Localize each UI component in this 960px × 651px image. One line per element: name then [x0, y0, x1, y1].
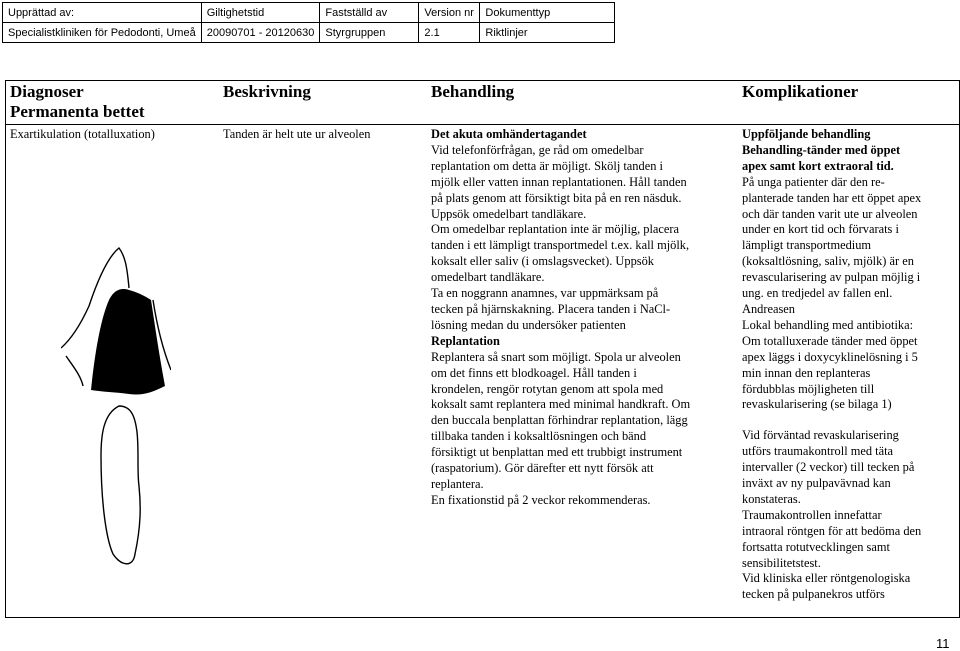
complications-line: revascularisering av pulpan möjlig i: [742, 270, 921, 285]
complications-line: revaskularisering (se bilaga 1): [742, 397, 892, 412]
treatment-line: koksalt samt replantera med minimal handkraft. Om: [431, 397, 691, 412]
complications-header: Komplikationer: [742, 82, 859, 101]
complications-line: (koksaltlösning, saliv, mjölk) är en: [742, 254, 914, 269]
complications-line: och där tanden varit ute ur alveolen: [742, 206, 918, 221]
approved-by-label: Fastställd av: [320, 3, 419, 23]
complications-line: planterade tanden har ett öppet apex: [742, 190, 922, 205]
description-column: [223, 82, 370, 143]
treatment-line: mjölk eller vatten innan replantationen. Håll tanden: [431, 174, 687, 189]
treatment-column: [431, 82, 741, 509]
follow-up-heading: Uppföljande behandling: [742, 127, 871, 141]
created-by-value: Specialistkliniken för Pedodonti, Umeå: [3, 23, 202, 43]
complications-line: Traumakontrollen innefattar: [742, 507, 882, 522]
version-value: 2.1: [419, 23, 480, 43]
complications-line: inväxt av ny pulpavävnad kan: [742, 476, 891, 491]
gingiva-outline: [66, 356, 83, 386]
complications-line: sensibilitetstest.: [742, 555, 821, 570]
complications-line: apex läggs i doxycyklinelösning i 5: [742, 349, 918, 364]
treatment-line: om det finns ett blodkoagel. Håll tanden i: [431, 365, 637, 380]
guideline-table: [5, 80, 960, 618]
diagnoses-header: Diagnoser: [10, 82, 84, 101]
complications-line: min innan den replanteras: [742, 365, 871, 380]
complications-line: konstateras.: [742, 491, 801, 506]
complications-column: [742, 82, 957, 603]
complications-line: tecken på pulpanekros utförs: [742, 587, 885, 602]
treatment-line: Replantera så snart som möjligt. Spola ur alveolen: [431, 349, 681, 364]
validity-value: 20090701 - 20120630: [201, 23, 320, 43]
treatment-line: Vid telefonförfrågan, ge råd om omedelbar: [431, 142, 644, 157]
complications-line: intervaller (2 veckor) till tecken på: [742, 460, 915, 475]
description-text: Tanden är helt ute ur alveolen: [223, 127, 371, 141]
document-header-table: [2, 2, 615, 43]
complications-line: Vid förväntad revaskularisering: [742, 428, 899, 443]
complications-line: utförs traumakontroll med täta: [742, 444, 894, 459]
created-by-label: Upprättad av:: [3, 3, 202, 23]
treatment-line: replantera.: [431, 476, 484, 491]
document-type-value: Riktlinjer: [480, 23, 615, 43]
treatment-line: den buccala benplattan förhindrar replantation, lägg: [431, 413, 688, 428]
treatment-line: (raspatorium). Gör därefter ett nytt försök att: [431, 461, 654, 476]
complications-line: fördubblas möjligheten till: [742, 381, 875, 396]
version-label: Version nr: [419, 3, 480, 23]
description-header: Beskrivning: [223, 82, 311, 101]
complications-bold-line: apex samt kort extraoral tid.: [742, 158, 894, 173]
complications-line: lämpligt transportmedium: [742, 238, 872, 253]
treatment-line: krondelen, rengör rotytan genom att spola med: [431, 381, 664, 396]
document-header-labels-row: [3, 3, 615, 23]
complications-text: [742, 127, 957, 603]
treatment-line: En fixationstid på 2 veckor rekommenderas.: [431, 492, 651, 507]
treatment-line: tillbaka tanden i koksaltlösningen och bänd: [431, 429, 647, 444]
treatment-line: tecken på hjärnskakning. Placera tanden i NaCl-: [431, 301, 671, 316]
complications-line: fortsatta rotutvecklingen samt: [742, 539, 890, 554]
avulsed-tooth-outline: [101, 406, 140, 564]
tooth-illustration: [61, 236, 171, 576]
complications-line: Andreasen: [742, 301, 795, 316]
page-number: 11: [936, 636, 950, 651]
treatment-line: Ta en noggrann anamnes, var uppmärksam på: [431, 286, 659, 301]
document-header-values-row: [3, 23, 615, 43]
treatment-text: [431, 127, 741, 509]
complications-line: Vid kliniska eller röntgenologiska: [742, 571, 911, 586]
treatment-line: koksalt eller saliv (i omslagsvecket). Uppsök: [431, 254, 654, 269]
diagnosis-text: Exartikulation (totalluxation): [10, 127, 155, 141]
treatment-line: Om omedelbar replantation inte är möjlig, placera: [431, 222, 680, 237]
complications-bold-line: Behandling-tänder med öppet: [742, 142, 901, 157]
validity-label: Giltighetstid: [201, 3, 320, 23]
treatment-line: omedelbart tandläkare.: [431, 270, 545, 285]
treatment-line: försiktigt ut benplattan med ett trubbigt instrument: [431, 445, 683, 460]
treatment-line: tanden i ett lämpligt transportmedel t.ex. kall mjölk,: [431, 238, 690, 253]
treatment-line: lösning medan du undersöker patienten: [431, 317, 626, 332]
complications-line: under en kort tid och förvarats i: [742, 222, 899, 237]
treatment-header: Behandling: [431, 82, 515, 101]
complications-line: intraoral röntgen för att bedöma den: [742, 523, 922, 538]
diagnoses-column: [10, 82, 155, 143]
approved-by-value: Styrgruppen: [320, 23, 419, 43]
document-type-label: Dokumenttyp: [480, 3, 615, 23]
acute-care-heading: Det akuta omhändertagandet: [431, 127, 587, 141]
complications-line: Om totalluxerade tänder med öppet: [742, 333, 918, 348]
complications-line: ung. en tredjedel av fallen enl.: [742, 286, 893, 301]
replantation-heading: Replantation: [431, 333, 500, 348]
treatment-line: Uppsök omedelbart tandläkare.: [431, 206, 587, 221]
complications-line: Lokal behandling med antibiotika:: [742, 317, 914, 332]
complications-line: På unga patienter där den re-: [742, 174, 885, 189]
permanent-dentition-subtitle: Permanenta bettet: [10, 102, 145, 121]
treatment-line: replantation om detta är möjligt. Skölj tanden i: [431, 158, 663, 173]
treatment-line: på plats genom att försiktigt bita på en ren näsduk.: [431, 190, 682, 205]
